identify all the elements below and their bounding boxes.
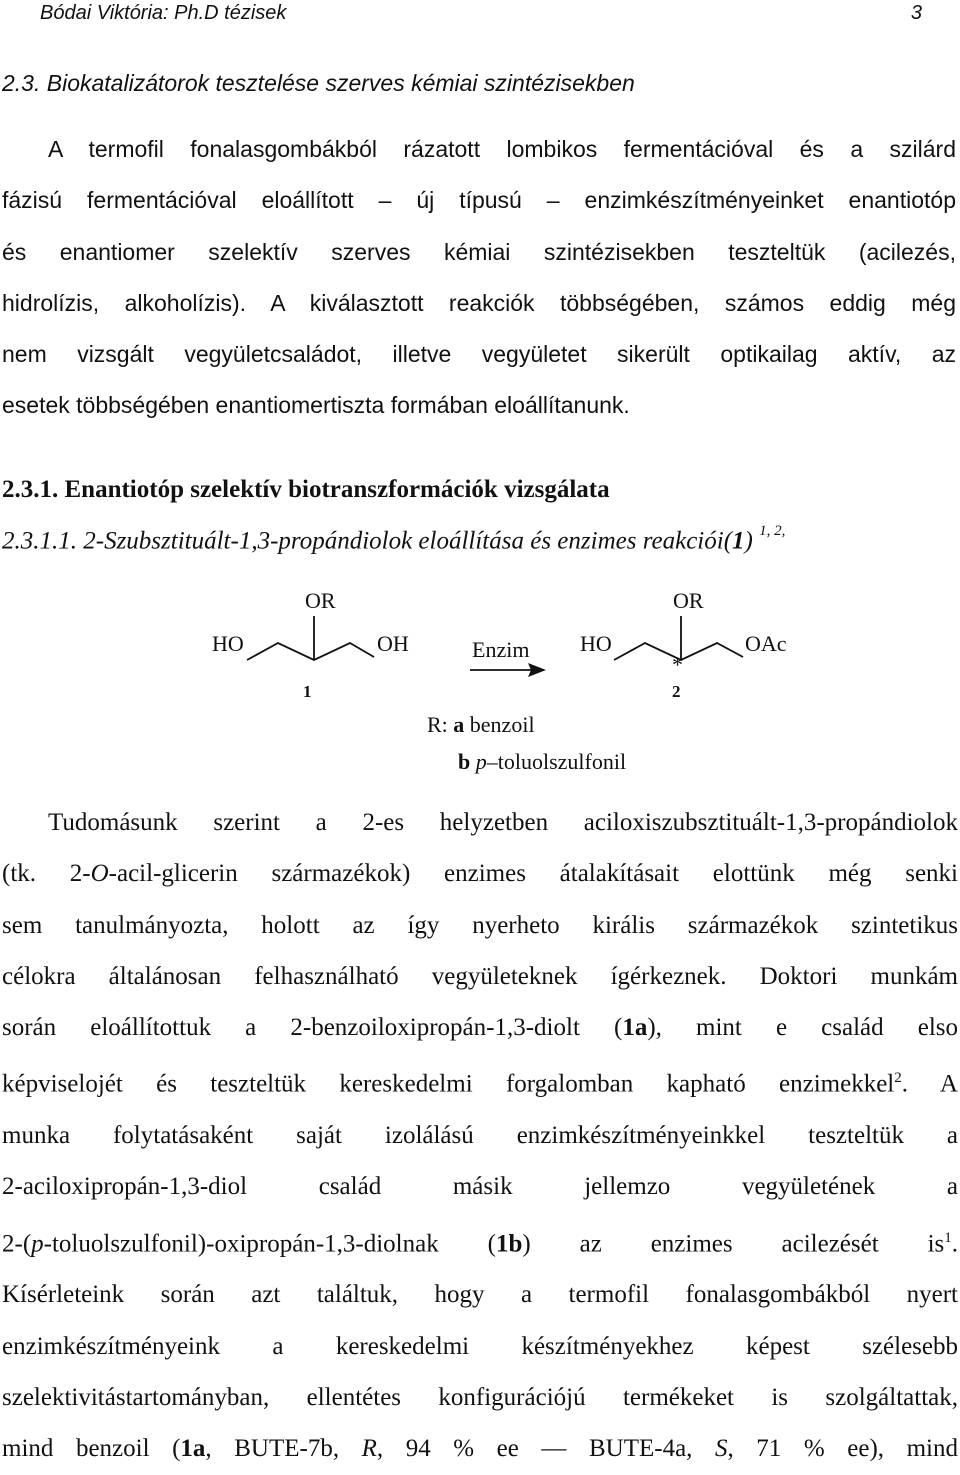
compound-label: 1a xyxy=(180,1435,206,1463)
scheme-a-text: benzoil xyxy=(464,712,535,737)
subsubsection-text: 2.3.1.1. 2-Szubsztituált-1,3-propándiolok eloállítása és enzimes reakciói( xyxy=(2,527,733,555)
paragraph-line: 2-aciloxipropán-1,3-diol család másik jellemzo vegyületének a xyxy=(2,1173,958,1201)
reaction-scheme xyxy=(0,580,960,790)
scheme-left-ho: HO xyxy=(212,631,244,656)
scheme-left-oh: OH xyxy=(377,631,409,656)
text-run: . A xyxy=(901,1070,958,1098)
text-run: R xyxy=(361,1435,377,1463)
text-run: 2-( xyxy=(2,1230,32,1258)
paragraph-line: fázisú fermentációval eloállított – új típusú – enzimkészítményeinket enantiotóp xyxy=(2,187,956,214)
paragraph-line: enzimkészítményeink a kereskedelmi készítményekhez képest szélesebb xyxy=(2,1332,958,1360)
text-run: p xyxy=(31,1230,44,1258)
reference-superscript: 1, 2, xyxy=(759,523,786,539)
scheme-b-label: b xyxy=(458,749,471,774)
text-run: ) az enzimes acilezését is xyxy=(522,1230,945,1258)
paragraph-line xyxy=(2,1002,958,1053)
text-run: S xyxy=(715,1435,728,1463)
paragraph-line: sem tanulmányozta, holott az így nyerheto királis származékok szintetikus xyxy=(2,911,958,939)
paragraph-line: és enantiomer szelektív szerves kémiai szintézisekben teszteltük (acilezés, xyxy=(2,238,956,265)
compound-label: 1b xyxy=(495,1230,523,1258)
subsection-title: 2.3.1. Enantiotóp szelektív biotranszformációk vizsgálata xyxy=(2,476,610,503)
scheme-left-label: 1 xyxy=(303,682,312,701)
text-run: képviselojét és teszteltük kereskedelmi forgalomban kapható enzimekkel xyxy=(2,1070,895,1098)
text-run: -toluolszulfonil)-oxipropán-1,3-diolnak ( xyxy=(43,1230,496,1258)
text-run: , 94 % ee — BUTE-4a, xyxy=(376,1435,715,1463)
subsubsection-title xyxy=(2,523,786,555)
scheme-b-p: p xyxy=(475,749,487,774)
text-run: , BUTE-7b, xyxy=(205,1435,362,1463)
paragraph-line: Tudomásunk szerint a 2-es helyzetben aciloxiszubsztituált-1,3-propándiolok xyxy=(48,809,958,836)
section-title: 2.3. Biokatalizátorok tesztelése szerves kémiai szintézisekben xyxy=(2,70,635,96)
scheme-legend-a xyxy=(427,712,535,737)
compound-label: 1a xyxy=(622,1014,648,1042)
paragraph-main xyxy=(2,797,958,1475)
paragraph-line: munka folytatásaként saját izolálású enzimkészítményeinkkel teszteltük a xyxy=(2,1122,958,1150)
text-run: . xyxy=(951,1230,958,1258)
text-run: mind benzoil ( xyxy=(2,1435,181,1463)
scheme-stereocenter-star: * xyxy=(672,652,683,677)
scheme-b-text: –toluolszulfonil xyxy=(486,749,627,774)
compound-label: 1 xyxy=(732,527,745,555)
scheme-legend-b xyxy=(458,749,626,774)
text-run: , 71 % ee), mind xyxy=(727,1435,958,1463)
paragraph-line: esetek többségében enantiomertiszta formában eloállítanunk. xyxy=(2,392,630,419)
scheme-r-prefix: R: xyxy=(427,712,454,737)
paragraph-intro xyxy=(2,124,956,432)
paragraph-line: A termofil fonalasgombákból rázatott lombikos fermentációval és a szilárd xyxy=(48,136,956,162)
paragraph-line: nem vizsgált vegyületcsaládot, illetve vegyületet sikerült optikailag aktív, az xyxy=(2,341,956,368)
paragraph-line: szelektivitástartományban, ellentétes konfigurációjú termékeket is szolgáltattak, xyxy=(2,1383,958,1411)
reference-superscript: 1 xyxy=(944,1229,952,1246)
text-run: (tk. 2- xyxy=(2,860,91,888)
paragraph-line xyxy=(2,1213,958,1270)
text-run: -acil-glicerin származékok) enzimes átalakításait elottünk még senki xyxy=(108,860,958,888)
scheme-right-ho: HO xyxy=(580,631,612,656)
page-number: 3 xyxy=(910,2,922,24)
paragraph-line: hidrolízis, alkoholízis). A kiválasztott reakciók többségében, számos eddig még xyxy=(2,289,956,316)
subsubsection-close: ) xyxy=(744,527,753,555)
scheme-right-or: OR xyxy=(673,588,704,613)
paragraph-line xyxy=(2,1053,958,1110)
paragraph-line: Kísérleteink során azt találtuk, hogy a termofil fonalasgombákból nyert xyxy=(2,1281,958,1309)
running-header: Bódai Viktória: Ph.D tézisek xyxy=(40,2,287,24)
reference-superscript: 2 xyxy=(894,1070,902,1087)
paragraph-line xyxy=(2,1423,958,1474)
scheme-left-or: OR xyxy=(305,588,336,613)
text-run: ), mint e család elso xyxy=(647,1014,958,1042)
scheme-right-oac: OAc xyxy=(745,631,787,656)
text-run: O xyxy=(90,860,109,888)
paragraph-line xyxy=(2,848,958,899)
scheme-arrow-label: Enzim xyxy=(472,637,530,662)
text-run: során eloállítottuk a 2-benzoiloxipropán-1,3-diolt ( xyxy=(2,1014,623,1042)
left-skeleton-bonds xyxy=(247,643,374,660)
scheme-right-label: 2 xyxy=(672,682,681,701)
paragraph-line: célokra általánosan felhasználható vegyületeknek ígérkeznek. Doktori munkám xyxy=(2,962,958,990)
scheme-a-label: a xyxy=(453,712,465,737)
